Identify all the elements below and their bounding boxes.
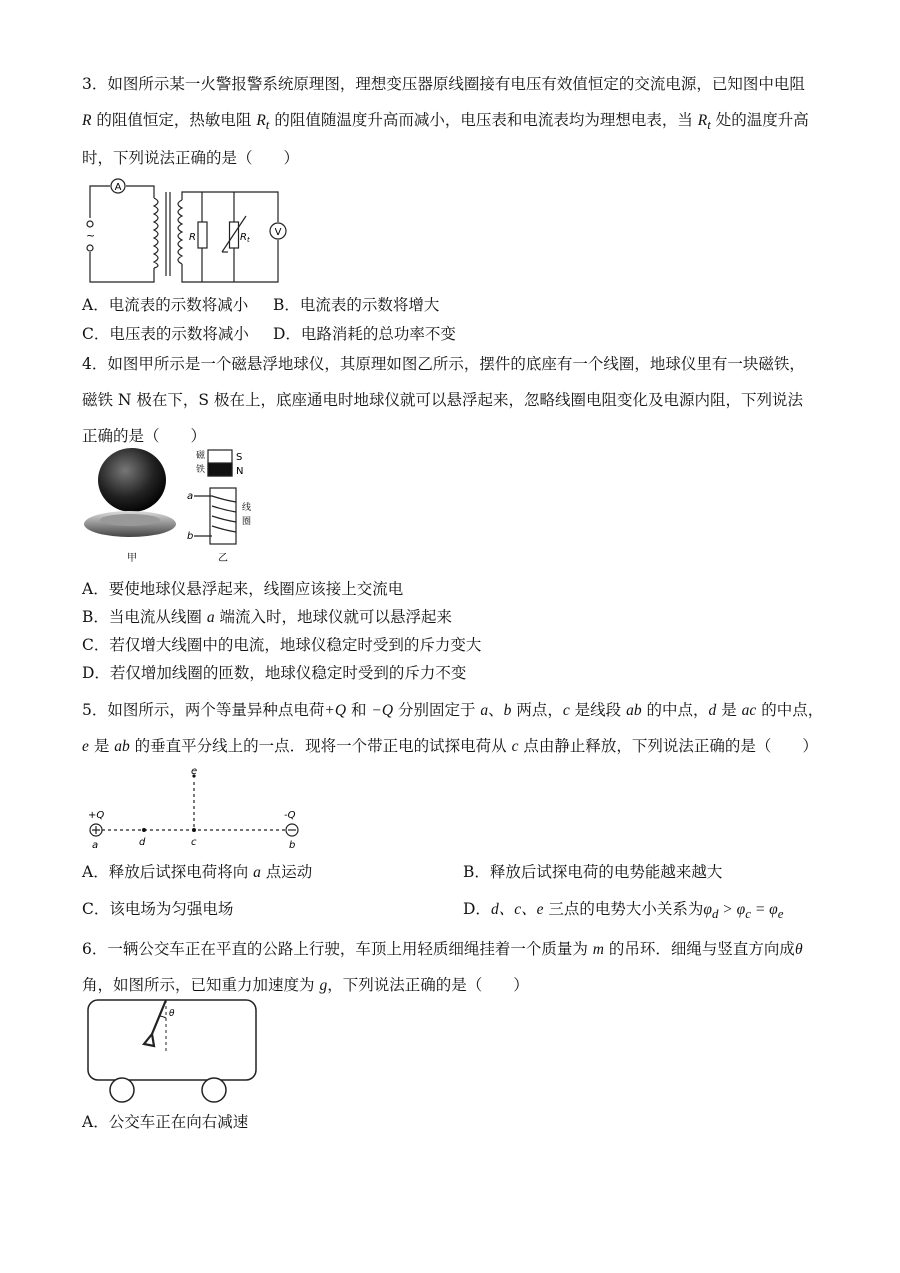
- q4-option-c[interactable]: C．若仅增大线圈中的电流，地球仪稳定时受到的斥力变大: [82, 636, 482, 654]
- q5-var: b: [503, 702, 512, 719]
- label-neg-q: -Q: [284, 810, 296, 821]
- q3-option-d[interactable]: D．电路消耗的总功率不变: [273, 325, 456, 343]
- q5-neg-charge: −Q: [371, 702, 394, 719]
- q5-option-d-vars: d、c、e: [490, 901, 544, 918]
- q6-text: 6．一辆公交车正在平直的公路上行驶，车顶上用轻质细绳挂着一个质量为: [82, 940, 593, 958]
- ammeter-label: A: [114, 182, 122, 193]
- voltmeter-label: V: [274, 227, 282, 238]
- q6-bus-figure: [84, 996, 264, 1104]
- q3-var-rt-sub: t: [265, 117, 270, 133]
- q3-var-rt-sub: t: [707, 117, 711, 133]
- q5-var: ac: [741, 702, 757, 719]
- hanging-ring: [144, 1034, 154, 1046]
- q4-option-d[interactable]: D．若仅增加线圈的匝数，地球仪稳定时受到的斥力不变: [82, 664, 467, 682]
- q5-option-a-text: 点运动: [260, 863, 313, 881]
- label-a: a: [187, 491, 194, 502]
- label-d: d: [139, 837, 146, 848]
- resistor-r-label: R: [189, 232, 196, 243]
- label-c: c: [191, 837, 197, 848]
- q6-text: ，下列说法正确的是（ ）: [327, 976, 529, 994]
- q4-option-b-var: a: [206, 609, 215, 626]
- q5-var: e: [82, 738, 89, 755]
- q5-text: 、: [488, 701, 504, 719]
- q4-stem-line1: 4．如图甲所示是一个磁悬浮地球仪，其原理如图乙所示，摆件的底座有一个线圈，地球仪里有一块磁铁，: [82, 355, 805, 373]
- q4-option-a[interactable]: A．要使地球仪悬浮起来，线圈应该接上交流电: [82, 580, 404, 598]
- q4-stem-line3: 正确的是（ ）: [82, 427, 207, 445]
- q5-option-d[interactable]: [463, 897, 783, 926]
- q4-stem-line2: 磁铁 N 极在下，S 极在上，底座通电时地球仪就可以悬浮起来，忽略线圈电阻变化及电源内阻，下列说法: [82, 391, 803, 409]
- q5-text: 和: [346, 701, 372, 719]
- q5-option-a[interactable]: [82, 860, 312, 885]
- q5-text: 是: [716, 701, 742, 719]
- q5-var: a: [480, 702, 489, 719]
- q5-text: 是线段: [569, 701, 627, 719]
- q3-stem-line3: 时，下列说法正确的是（ ）: [82, 149, 300, 167]
- q5-stem-line2: [82, 728, 822, 765]
- q5-var: c: [511, 738, 519, 755]
- q6-text: 角，如图所示，已知重力加速度为: [82, 976, 320, 994]
- q5-option-a-text: A．释放后试探电荷将向: [82, 863, 254, 881]
- q6-var-m: m: [592, 941, 604, 958]
- q5-text: 的中点，: [641, 701, 709, 719]
- q6-var-theta: θ: [794, 941, 803, 958]
- q5-text: 5．如图所示，两个等量异种点电荷: [82, 701, 325, 719]
- q5-option-d-text: 三点的电势大小关系为: [543, 900, 704, 918]
- q3-option-a[interactable]: A．电流表的示数将减小: [82, 296, 249, 314]
- ac-source-symbol: ~: [86, 229, 96, 242]
- q6-stem-line1: [82, 931, 822, 968]
- q5-option-d-relation: $\varphi_d > \varphi_c = \varphi_e$: [703, 901, 784, 922]
- front-wheel: [110, 1078, 134, 1102]
- label-ci: 磁: [196, 451, 206, 461]
- q5-text: 的中点，: [756, 701, 824, 719]
- globe-image: [98, 448, 166, 512]
- q5-text: 分别固定于: [393, 701, 481, 719]
- q3-text: 处的温度升高: [710, 111, 809, 129]
- q3-var-rt: R: [256, 112, 266, 129]
- thermistor-label: $R_t$: [240, 232, 250, 244]
- q5-text: 是: [88, 737, 115, 755]
- q3-stem-line2: [82, 102, 822, 143]
- q3-option-c[interactable]: C．电压表的示数将减小: [82, 325, 249, 343]
- q5-stem-line1: [82, 692, 822, 729]
- label-pos-q: +Q: [88, 810, 105, 821]
- q3-text: 的阻值随温度升高而减小，电压表和电流表均为理想电表，当: [269, 111, 698, 129]
- q4-option-b-text: 端流入时，地球仪就可以悬浮起来: [214, 608, 453, 626]
- q5-option-d-text: D．: [463, 900, 491, 918]
- label-a: a: [92, 840, 99, 851]
- q5-pos-charge: +Q: [324, 702, 347, 719]
- label-yi: 乙: [218, 553, 228, 564]
- label-jia: 甲: [127, 553, 137, 564]
- label-s-pole: S: [236, 452, 243, 463]
- q3-text: 的阻值恒定，热敏电阻: [91, 111, 257, 129]
- q4-maglev-globe-figure: [82, 444, 282, 570]
- q5-charges-figure: [84, 768, 314, 850]
- q5-option-b[interactable]: B．释放后试探电荷的电势能越来越大: [463, 863, 723, 881]
- q5-option-c[interactable]: C．该电场为匀强电场: [82, 900, 234, 918]
- label-tie: 铁: [196, 465, 206, 475]
- q3-var-rt: R: [697, 112, 708, 129]
- q5-option-a-var: a: [253, 864, 261, 881]
- q6-var-g: g: [319, 977, 328, 994]
- q5-var: c: [562, 702, 570, 719]
- label-e: e: [191, 766, 198, 777]
- q5-text: 两点，: [511, 701, 563, 719]
- q3-var-r: R: [82, 112, 92, 129]
- label-quan: 圈: [242, 517, 252, 527]
- rear-wheel: [202, 1078, 226, 1102]
- q5-text: 的垂直平分线上的一点．现将一个带正电的试探电荷从: [129, 737, 512, 755]
- label-b: b: [289, 840, 296, 851]
- q6-option-a[interactable]: A．公交车正在向右减速: [82, 1113, 249, 1131]
- q5-text: 点由静止释放，下列说法正确的是（ ）: [518, 737, 818, 755]
- angle-theta-label: θ: [169, 1009, 175, 1019]
- label-b: b: [187, 531, 194, 542]
- q3-option-b[interactable]: B．电流表的示数将增大: [273, 296, 440, 314]
- q3-stem-line1: 3．如图所示某一火警报警系统原理图，理想变压器原线圈接有电压有效值恒定的交流电源，已知图中电阻: [82, 75, 805, 93]
- q6-text: 的吊环．细绳与竖直方向成: [604, 940, 795, 958]
- q4-option-b[interactable]: [82, 605, 452, 630]
- label-n-pole: N: [236, 466, 244, 477]
- q5-var: ab: [114, 738, 130, 755]
- q3-transformer-circuit-figure: [82, 178, 292, 288]
- q4-option-b-text: B．当电流从线圈: [82, 608, 207, 626]
- label-xian: 线: [242, 503, 252, 513]
- q5-var: d: [708, 702, 717, 719]
- q5-var: ab: [626, 702, 642, 719]
